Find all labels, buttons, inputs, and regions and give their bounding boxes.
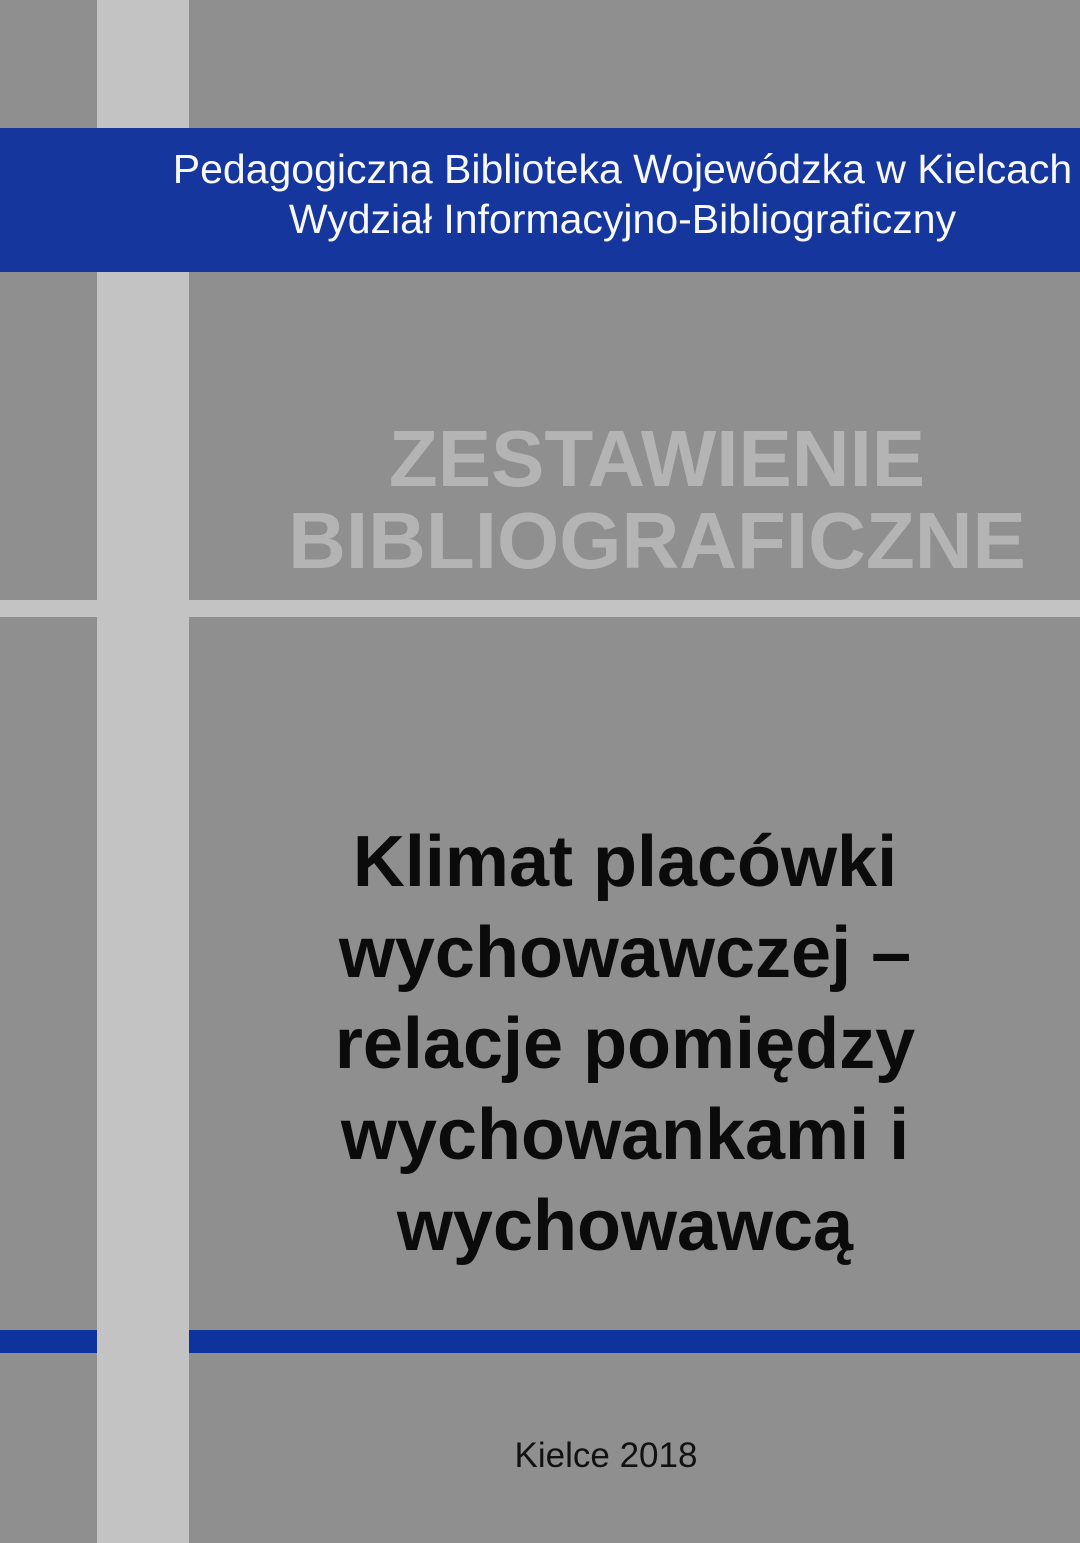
page-title-line4: wychowankami i	[340, 1095, 910, 1175]
page-title	[190, 817, 1060, 1272]
imprint-text: Kielce 2018	[514, 1436, 698, 1475]
page-title-line5: wychowawcą	[396, 1186, 854, 1266]
page-title-line1: Klimat placówki	[352, 822, 898, 902]
series-heading-line2: BIBLIOGRAFICZNE	[288, 496, 1026, 585]
series-heading-line1: ZESTAWIENIE	[388, 414, 926, 503]
page-title-line2: wychowawczej –	[338, 913, 912, 993]
imprint	[166, 1435, 1046, 1477]
institution-name-line1: Pedagogiczna Biblioteka Wojewódzka w Kielcach	[172, 146, 1073, 192]
institution-name	[165, 144, 1080, 244]
page-title-line3: relacje pomiędzy	[334, 1004, 916, 1084]
institution-banner	[0, 128, 1080, 272]
series-heading	[234, 414, 1080, 585]
institution-name-line2: Wydział Informacyjno-Bibliograficzny	[288, 196, 957, 242]
